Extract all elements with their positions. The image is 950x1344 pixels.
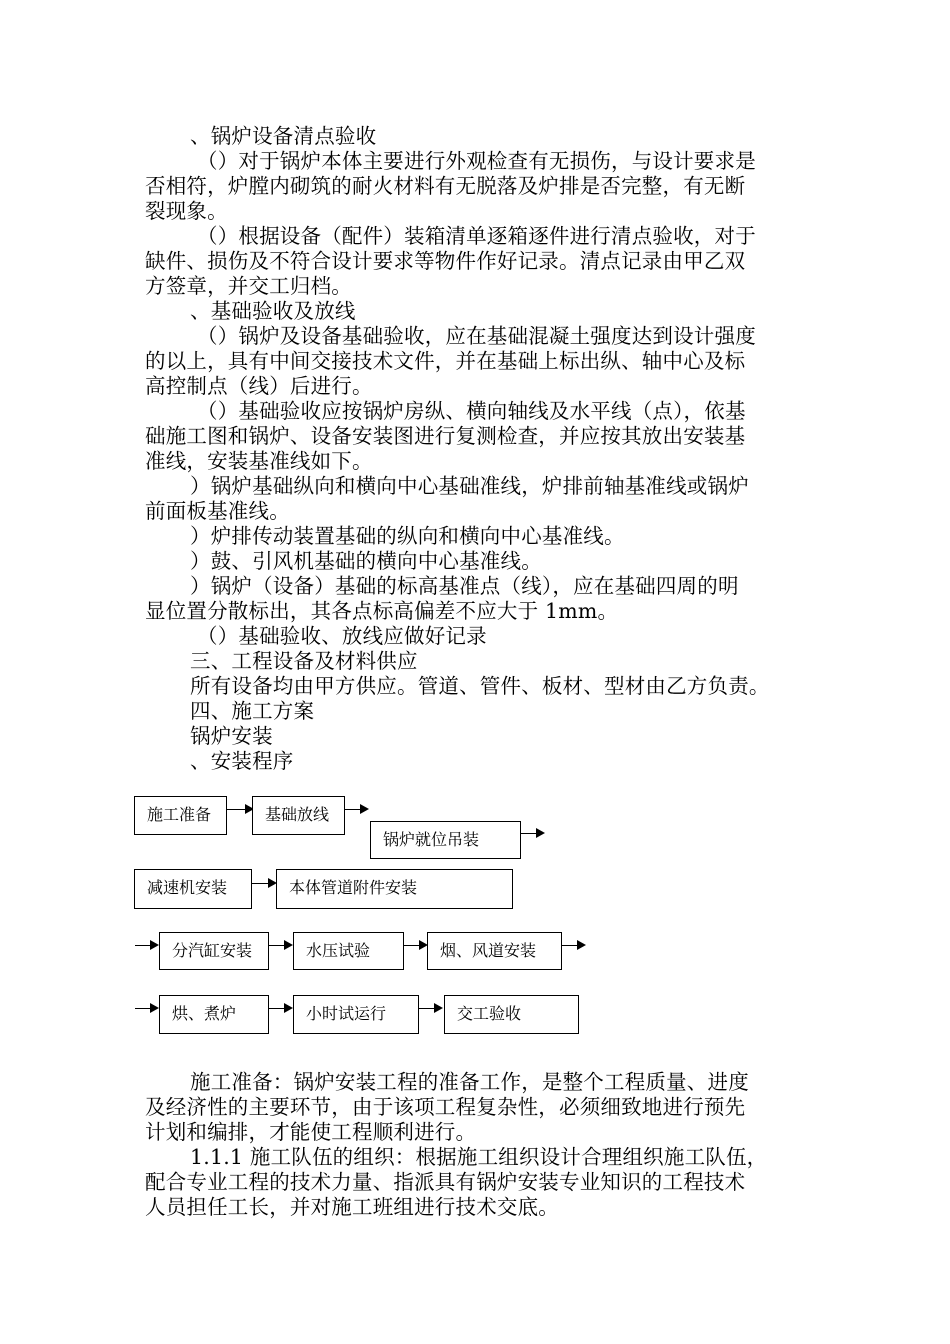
flow-step-flue-duct: 烟、风道安装: [427, 932, 562, 970]
subheading-boiler-install: 锅炉安装: [190, 724, 273, 748]
flow-step-foundation-layout: 基础放线: [252, 796, 345, 835]
paragraph-line: 否相符，炉膛内砌筑的耐火材料有无脱落及炉排是否完整，有无断: [145, 174, 746, 198]
paragraph-line: （）基础验收、放线应做好记录: [197, 624, 487, 648]
paragraph-line: 准线，安装基准线如下。: [145, 449, 373, 473]
flow-arrow: [135, 945, 157, 946]
flow-arrow: [562, 945, 584, 946]
paragraph-line: 配合专业工程的技术力量、指派具有锅炉安装专业知识的工程技术: [145, 1170, 746, 1194]
list-item: ）炉排传动装置基础的纵向和横向中心基准线。: [190, 524, 625, 548]
flow-step-trial-run: 小时试运行: [293, 995, 419, 1034]
flow-arrow: [227, 809, 252, 810]
flow-step-pipe-accessories: 本体管道附件安装: [276, 869, 513, 909]
list-item: 前面板基准线。: [145, 499, 290, 523]
paragraph-line: （）对于锅炉本体主要进行外观检查有无损伤，与设计要求是: [197, 149, 756, 173]
flow-step-boiler-hoisting: 锅炉就位吊装: [370, 821, 521, 859]
list-item: ）锅炉基础纵向和横向中心基础准线，炉排前轴基准线或锅炉: [190, 474, 749, 498]
paragraph-line: （）锅炉及设备基础验收，应在基础混凝土强度达到设计强度: [197, 324, 756, 348]
flow-step-reducer-install: 减速机安装: [134, 869, 252, 909]
paragraph-line: 础施工图和锅炉、设备安装图进行复测检查，并应按其放出安装基: [145, 424, 746, 448]
list-item: ）鼓、引风机基础的横向中心基准线。: [190, 549, 542, 573]
paragraph-line: 施工准备：锅炉安装工程的准备工作，是整个工程质量、进度: [190, 1070, 749, 1094]
paragraph-line: 缺件、损伤及不符合设计要求等物件作好记录。清点记录由甲乙双: [145, 249, 746, 273]
paragraph-line: 方签章，并交工归档。: [145, 274, 352, 298]
flow-step-steam-header: 分汽缸安装: [159, 932, 269, 970]
flow-arrow: [252, 883, 275, 884]
paragraph-line: 人员担任工长，并对施工班组进行技术交底。: [145, 1195, 559, 1219]
paragraph-line: （）根据设备（配件）装箱清单逐箱逐件进行清点验收，对于: [197, 224, 756, 248]
flow-arrow: [521, 833, 543, 834]
paragraph-line: 所有设备均由甲方供应。管道、管件、板材、型材由乙方负责。: [190, 674, 770, 698]
flow-step-handover: 交工验收: [444, 995, 579, 1034]
section-heading-equipment-check: 、锅炉设备清点验收: [190, 124, 377, 148]
flow-step-hydro-test: 水压试验: [293, 932, 404, 970]
flow-arrow: [269, 945, 291, 946]
paragraph-line: 1.1.1 施工队伍的组织：根据施工组织设计合理组织施工队伍，: [190, 1145, 768, 1169]
flow-arrow: [345, 809, 367, 810]
paragraph-line: （）基础验收应按锅炉房纵、横向轴线及水平线（点），依基: [197, 399, 746, 423]
paragraph-line: 裂现象。: [145, 199, 228, 223]
paragraph-line: 高控制点（线）后进行。: [145, 374, 373, 398]
flow-arrow: [404, 945, 426, 946]
flow-step-preparation: 施工准备: [134, 796, 227, 835]
flow-arrow: [269, 1008, 291, 1009]
list-item: 显位置分散标出，其各点标高偏差不应大于 1mm。: [145, 599, 619, 623]
paragraph-line: 的以上，具有中间交接技术文件，并在基础上标出纵、轴中心及标: [145, 349, 746, 373]
subheading-procedure: 、安装程序: [190, 749, 294, 773]
flow-arrow: [419, 1008, 441, 1009]
paragraph-line: 及经济性的主要环节，由于该项工程复杂性，必须细致地进行预先: [145, 1095, 746, 1119]
section-heading-foundation: 、基础验收及放线: [190, 299, 356, 323]
list-item: ）锅炉（设备）基础的标高基准点（线），应在基础四周的明: [190, 574, 739, 598]
section-heading-plan: 四、施工方案: [190, 699, 315, 723]
flow-arrow: [135, 1008, 157, 1009]
flow-step-drying-boiling: 烘、煮炉: [159, 995, 269, 1034]
paragraph-line: 计划和编排，才能使工程顺利进行。: [145, 1120, 477, 1144]
section-heading-supply: 三、工程设备及材料供应: [190, 649, 418, 673]
